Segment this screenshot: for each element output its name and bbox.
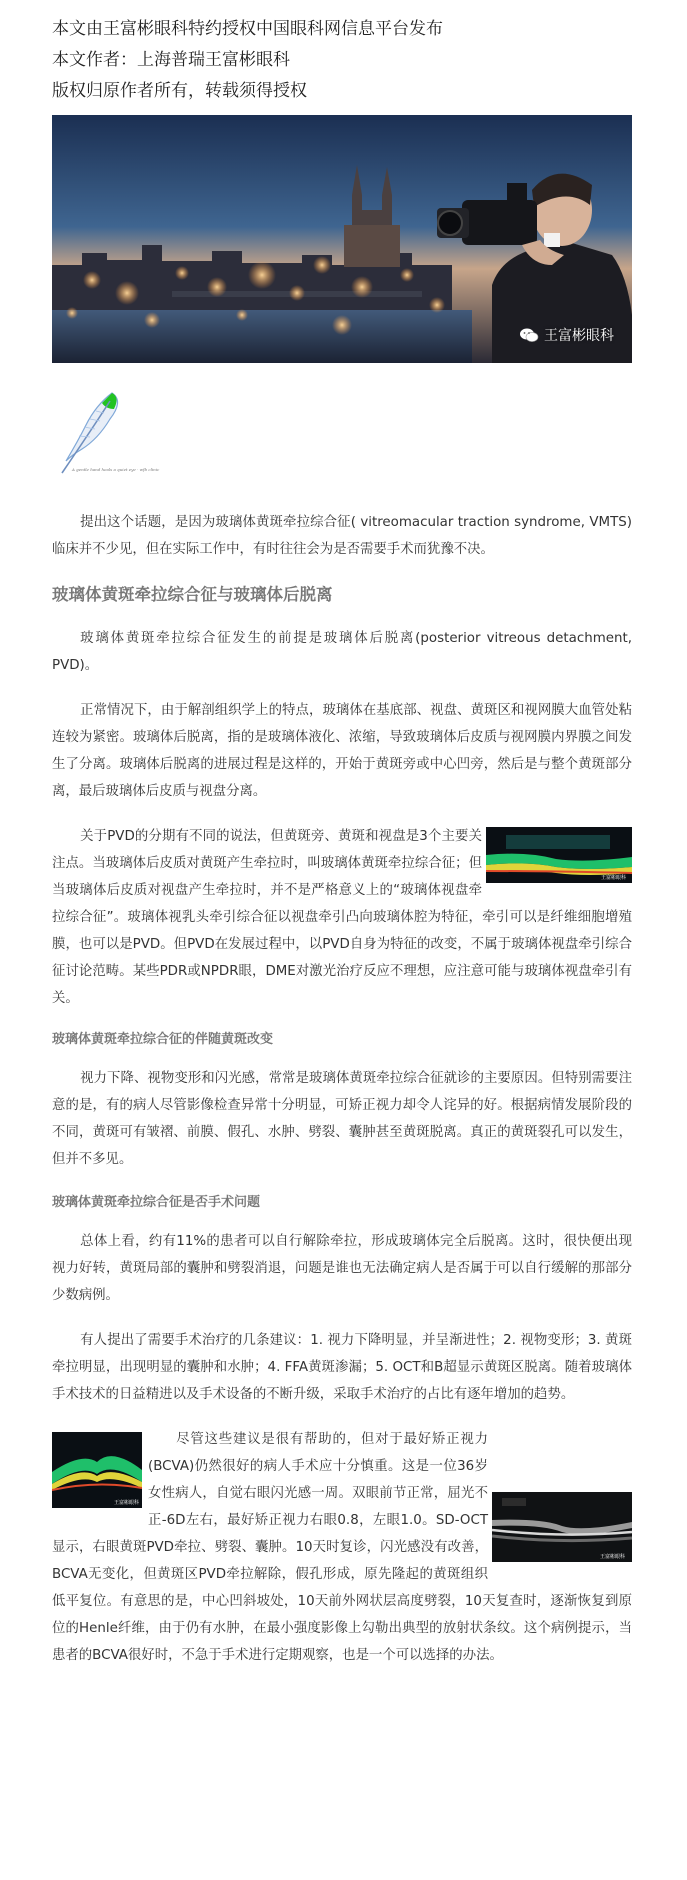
oct-label-1: 王富彬眼科	[601, 875, 627, 881]
header-line-3: 版权归原作者所有，转载须得授权	[52, 81, 307, 101]
intro-paragraph: 提出这个话题，是因为玻璃体黄斑牵拉综合征( vitreomacular traction syndrome, VMTS)临床并不少见，但在实际工作中，有时往往会为是否需要手术而犹豫不决。	[52, 515, 632, 557]
oct-label-2: 王富彬眼科	[114, 1500, 140, 1506]
section-heading-2: 玻璃体黄斑牵拉综合征的伴随黄斑改变	[52, 1031, 274, 1046]
banner-image	[52, 115, 632, 363]
wechat-icon	[519, 327, 539, 343]
feather-logo	[52, 389, 160, 489]
paragraph-4: 视力下降、视物变形和闪光感，常常是玻璃体黄斑牵拉综合征就诊的主要原因。但特别需要注意的是，有的病人尽管影像检查异常十分明显，可矫正视力却令人诧异的好。根据病情发展阶段的不同，黄斑可有皱褶、前膜、假孔、水肿、劈裂、囊肿甚至黄斑脱离。真正的黄斑裂孔可以发生，但并不多见。	[52, 1071, 632, 1167]
feather-caption: A gentle hand heals a quiet eye · wfb clinic	[72, 467, 160, 472]
oct-scan-image-3	[492, 1492, 632, 1562]
section-heading-3: 玻璃体黄斑牵拉综合征是否手术问题	[52, 1194, 261, 1209]
paragraph-2: 正常情况下，由于解剖组织学上的特点，玻璃体在基底部、视盘、黄斑区和视网膜大血管处粘连较为紧密。玻璃体后脱离，指的是玻璃体液化、浓缩，导致玻璃体后皮质与视网膜内界膜之间发生了分离。玻璃体后脱离的进展过程是这样的，开始于黄斑旁或中心凹旁，然后是与整个黄斑部分离，最后玻璃体后皮质与视盘分离。	[52, 703, 632, 799]
oct-scan-image-1	[486, 827, 632, 883]
header-line-2: 本文作者：上海普瑞王富彬眼科	[52, 50, 290, 70]
banner-watermark	[519, 325, 614, 345]
watermark-text: 王富彬眼科	[544, 328, 614, 344]
section-heading-1: 玻璃体黄斑牵拉综合征与玻璃体后脱离	[52, 585, 333, 604]
paragraph-5: 总体上看，约有11%的患者可以自行解除牵拉，形成玻璃体完全后脱离。这时，很快便出现视力好转，黄斑局部的囊肿和劈裂消退，问题是谁也无法确定病人是否属于可以自行缓解的那部分少数病例。	[52, 1234, 632, 1303]
paragraph-1: 玻璃体黄斑牵拉综合征发生的前提是玻璃体后脱离(posterior vitreous detachment, PVD)。	[52, 631, 632, 673]
oct-scan-image-2	[52, 1432, 142, 1508]
oct-label-3: 王富彬眼科	[600, 1554, 626, 1560]
paragraph-6: 有人提出了需要手术治疗的几条建议：1. 视力下降明显，并呈渐进性；2. 视物变形；3. 黄斑牵拉明显，出现明显的囊肿和水肿；4. FFA黄斑渗漏；5. OCT和B超显示黄斑区脱离。随着玻璃体手术技术的日益精进以及手术设备的不断升级，采取手术治疗的占比有逐年增加的趋势。	[52, 1333, 632, 1402]
paragraph-3-block	[52, 823, 632, 1012]
paragraph-7-block	[52, 1426, 632, 1669]
feather-icon	[52, 389, 122, 479]
header-line-1: 本文由王富彬眼科特约授权中国眼科网信息平台发布	[52, 19, 443, 39]
paragraph-7: 尽管这些建议是很有帮助的，但对于最好矫正视力(BCVA)仍然很好的病人手术应十分慎重。这是一位36岁女性病人，自觉右眼闪光感一周。双眼前节正常，屈光不正-6D左右，最好矫正视力右眼0.8，左眼1.0。SD-OCT显示，右眼黄斑PVD牵拉、劈裂、囊肿。10天时复诊，闪光感没有改善，BCVA无变化，但黄斑区PVD牵拉解除，假孔形成，原先隆起的黄斑组织低平复位。有意思的是，中心凹斜坡处，10天前外网状层高度劈裂，10天复查时，逐渐恢复到原位的Henle纤维，由于仍有水肿，在最小强度影像上勾勒出典型的放射状条纹。这个病例提示，当患者的BCVA很好时，不急于手术进行定期观察，也是一个可以选择的办法。	[52, 1432, 632, 1663]
paragraph-3: 关于PVD的分期有不同的说法，但黄斑旁、黄斑和视盘是3个主要关注点。当玻璃体后皮质对黄斑产生牵拉时，叫玻璃体黄斑牵拉综合征；但当玻璃体后皮质对视盘产生牵拉时，并不是严格意义上的“玻璃体视盘牵拉综合征”。玻璃体视乳头牵引综合征以视盘牵引凸向玻璃体腔为特征，牵引可以是纤维细胞增殖膜，也可以是PVD。但PVD在发展过程中，以PVD自身为特征的改变，不属于玻璃体视盘牵引综合征讨论范畴。某些PDR或NPDR眼，DME对激光治疗反应不理想，应注意可能与玻璃体视盘牵引有关。	[52, 829, 632, 1006]
article-container	[52, 14, 632, 1669]
